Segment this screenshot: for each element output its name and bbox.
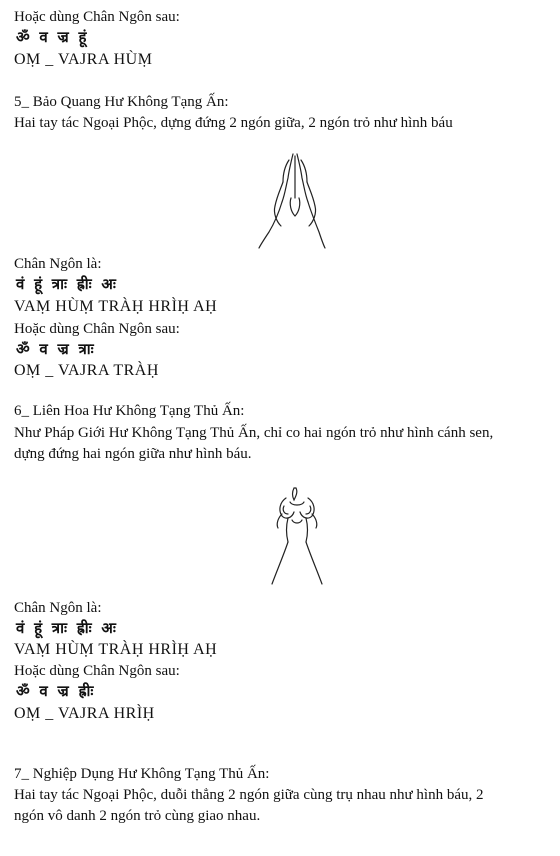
mantra-heading: Chân Ngôn là: (14, 256, 102, 272)
siddham-mantra: ॐ व ज्र त्राः (16, 342, 97, 358)
mantra-heading: Chân Ngôn là: (14, 600, 102, 616)
siddham-mantra: ॐ व ज्र हूं (16, 30, 90, 46)
mantra-romanized: OṂ _ VAJRA HÙṂ (14, 51, 153, 68)
siddham-mantra: वं हूं त्राः ह्रीः अः (16, 621, 119, 637)
section-description: ngón vô danh 2 ngón trỏ cùng giao nhau. (14, 808, 261, 824)
text-line: Hoặc dùng Chân Ngôn sau: (14, 9, 180, 25)
section-description: dựng đứng hai ngón giữa như hình báu. (14, 446, 252, 462)
siddham-mantra: ॐ व ज्र ह्रीः (16, 684, 97, 700)
section-description: Như Pháp Giới Hư Không Tạng Thủ Ấn, chỉ co hai ngón trỏ như hình cánh sen, (14, 425, 494, 441)
mantra-romanized: OṂ _ VAJRA TRÀḤ (14, 362, 159, 379)
section-heading: 6_ Liên Hoa Hư Không Tạng Thủ Ấn: (14, 403, 245, 419)
text-line: Hoặc dùng Chân Ngôn sau: (14, 321, 180, 337)
section-heading: 7_ Nghiệp Dụng Hư Không Tạng Thủ Ấn: (14, 766, 270, 782)
text-line: Hoặc dùng Chân Ngôn sau: (14, 663, 180, 679)
siddham-mantra: वं हूं त्राः ह्रीः अः (16, 277, 119, 293)
mantra-romanized: VAṂ HÙṂ TRÀḤ HRÌḤ AḤ (14, 298, 218, 315)
mudra-6-illustration (262, 484, 332, 592)
mantra-romanized: VAṂ HÙṂ TRÀḤ HRÌḤ AḤ (14, 641, 218, 658)
section-description: Hai tay tác Ngoại Phộc, duỗi thẳng 2 ngón giữa cùng trụ nhau như hình báu, 2 (14, 787, 484, 803)
section-heading: 5_ Bảo Quang Hư Không Tạng Ấn: (14, 94, 229, 110)
mantra-romanized: OṂ _ VAJRA HRÌḤ (14, 705, 155, 722)
mudra-5-illustration (255, 148, 335, 252)
section-description: Hai tay tác Ngoại Phộc, dựng đứng 2 ngón giữa, 2 ngón trỏ như hình báu (14, 115, 453, 131)
